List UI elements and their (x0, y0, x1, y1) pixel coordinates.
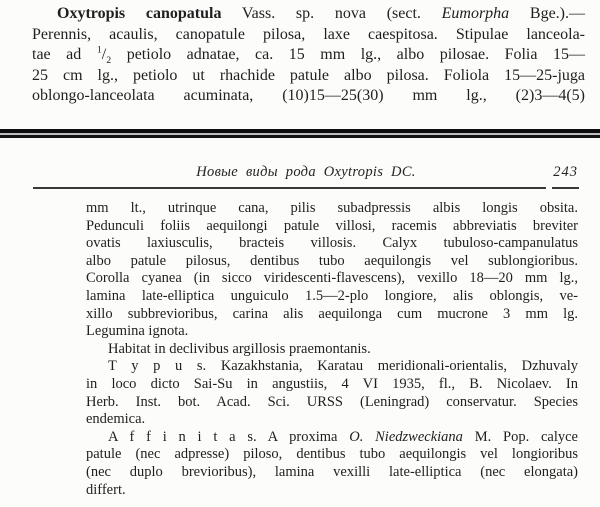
text-line: Oxytropis canopatula Vass. sp. nova (sect. Eumorpha Bge.).— (57, 5, 586, 22)
text-line: mm lt., utrinque cana, pilis subadpressis albis longis obsita. (86, 200, 578, 216)
header-rule-long-segment (33, 187, 546, 189)
running-header (33, 164, 579, 182)
header-title: Новые виды рода Oxytropis DC. (196, 164, 416, 180)
text-line: Corolla cyanea (in sicco viridescenti-flavescens), vexillo 18—20 mm lg., (86, 270, 578, 287)
page-number: 243 (553, 164, 578, 180)
header-rule (33, 187, 579, 189)
text-line: Perennis, acaulis, canopatule pilosa, laxe caespitosa. Stipulae lanceola- (32, 25, 585, 43)
text-line: patule (nec adpresse) piloso, dentibus tubo aequilongis vel longioribus (86, 446, 578, 463)
text-line: Legumina ignota. (86, 323, 189, 340)
separator-double-rule (0, 129, 600, 138)
text-line: ovatis laxiusculis, bracteis villosis. Calyx tubuloso-campanulatus (86, 235, 578, 252)
text-line: tae ad $^1/_2$ petiolo adnatae, ca. 15 mm lg., albo pilosae. Folia 15— (32, 44, 586, 67)
text-line: 25 cm lg., petiolo ut rhachide patule albo pilosa. Foliola 15—25-juga (32, 66, 585, 84)
separator-bottom-bar (0, 135, 600, 138)
previous-page-fragment (32, 4, 585, 107)
text-line: differt. (86, 481, 126, 498)
text-line: xillo subbrevioribus, carina alis aequilonga cum mucrone 3 mm lg. (86, 305, 578, 322)
text-line: Herb. Inst. bot. Acad. Sci. URSS (Leningrad) conservatur. Species (86, 393, 578, 410)
body-text (86, 200, 578, 499)
text-line: albo patule pilosus, dentibus tubo aequilongis vel sublongioribus. (86, 252, 578, 269)
text-line: oblongo-lanceolata acuminata, (10)15—25(30) mm lg., (2)3—4(5) (32, 87, 585, 105)
text-line: (nec duplo brevioribus), lamina vexilli late-elliptica (nec elongata) (86, 463, 578, 480)
text-line: lamina late-elliptica unguiculo 1.5—2-plo longiore, alis oblongis, ve- (86, 287, 578, 304)
text-line: Habitat in declivibus argillosis praemontanis. (108, 340, 371, 357)
text-line: T y p u s. Kazakhstania, Karatau meridionali-orientalis, Dzhuvaly (108, 358, 578, 375)
text-line: Pedunculi foliis aequilongi patule villosi, racemis abbreviatis breviter (86, 217, 578, 234)
text-line: A f f i n i t a s. A proxima O. Niedzweckiana M. Pop. calyce (108, 428, 578, 445)
text-line: in loco dicto Sai-Su in angustiis, 4 VI 1935, fl., B. Nicolaev. In (86, 375, 578, 392)
text-line: endemica. (86, 411, 146, 428)
header-rule-short-segment (552, 187, 579, 189)
